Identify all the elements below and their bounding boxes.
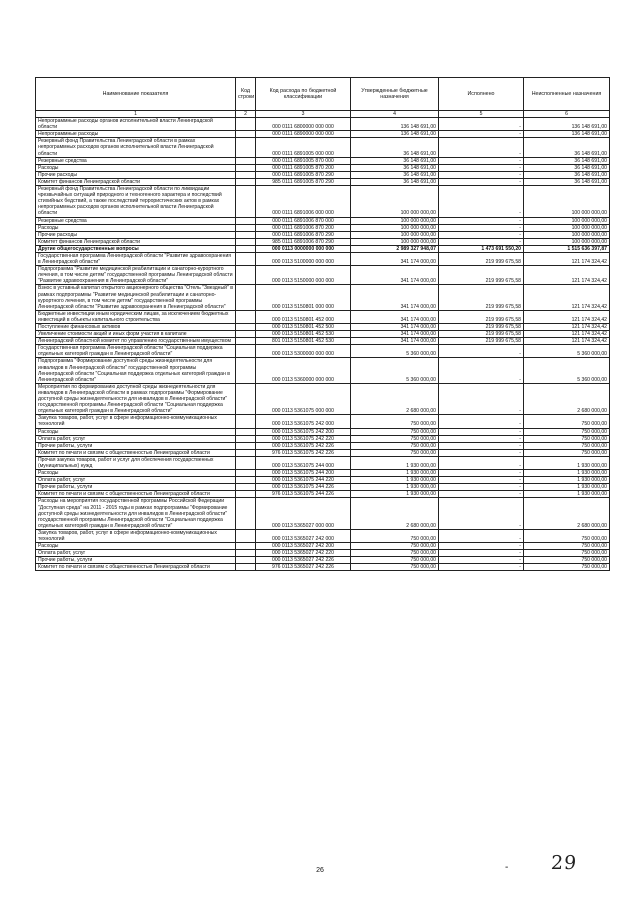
table-row xyxy=(36,324,610,331)
table-row xyxy=(36,477,610,484)
column-number: 4 xyxy=(351,111,439,118)
row-budget-code-cell: 000 0113 5361075 244 220 xyxy=(256,477,351,484)
table-row xyxy=(36,178,610,185)
row-budget-code-cell: 000 0111 6800000 000 000 xyxy=(256,118,351,131)
row-remaining-cell: 2 680 000,00 xyxy=(524,383,610,414)
row-name-cell: Оплата работ, услуг xyxy=(36,550,236,557)
row-name-cell: Непрограммные расходы органов исполнительной власти Ленинградской области xyxy=(36,118,236,131)
row-code-cell xyxy=(236,310,256,323)
header-approved: Утвержденные бюджетные назначения xyxy=(351,78,439,111)
row-code-cell xyxy=(236,470,256,477)
row-budget-code-cell: 000 0113 5361075 000 000 xyxy=(256,383,351,414)
row-executed-cell: - xyxy=(439,231,524,238)
row-remaining-cell: 121 174 324,42 xyxy=(524,324,610,331)
table-row xyxy=(36,456,610,469)
row-remaining-cell: 100 000 000,00 xyxy=(524,231,610,238)
row-budget-code-cell: 000 0113 5365027 000 000 xyxy=(256,498,351,529)
row-executed-cell: - xyxy=(439,529,524,542)
row-name-cell: Государственная программа Ленинградской области "Социальная поддержка отдельных категорий граждан в Ленинградской области" xyxy=(36,345,236,358)
row-executed-cell: - xyxy=(439,171,524,178)
row-name-cell: Расходы на мероприятия государственной программы Российской Федерации "Доступная среда" на 2011 - 2015 годы в рамках подпрограммы "Формирование доступной среды жизнедеятельности для инвалидов в Ленинградской области" государственной программы Ленинградской области "Социальная поддержка отдельных категорий граждан в Ленинградской области" xyxy=(36,498,236,529)
header-indicator-name: Наименование показателя xyxy=(36,78,236,111)
row-budget-code-cell: 000 0113 5150801 452 500 xyxy=(256,324,351,331)
row-executed-cell: - xyxy=(439,428,524,435)
row-budget-code-cell: 000 0113 5100000 000 000 xyxy=(256,252,351,265)
row-executed-cell: - xyxy=(439,217,524,224)
row-budget-code-cell: 000 0111 6891006 870 290 xyxy=(256,231,351,238)
row-executed-cell: - xyxy=(439,178,524,185)
table-row xyxy=(36,529,610,542)
column-number: 6 xyxy=(524,111,610,118)
row-code-cell xyxy=(236,498,256,529)
row-executed-cell: 219 999 675,58 xyxy=(439,331,524,338)
row-budget-code-cell: 976 0113 5361075 244 226 xyxy=(256,491,351,498)
row-code-cell xyxy=(236,171,256,178)
row-code-cell xyxy=(236,118,256,131)
row-executed-cell: - xyxy=(439,456,524,469)
row-code-cell xyxy=(236,178,256,185)
row-approved-cell: 2 989 327 948,07 xyxy=(351,245,439,252)
row-code-cell xyxy=(236,131,256,138)
header-budget-code: Код расхода по бюджетной классификации xyxy=(256,78,351,111)
row-name-cell: Ленинградский областной комитет по управлению государственным имуществом xyxy=(36,338,236,345)
table-row xyxy=(36,310,610,323)
row-budget-code-cell: 976 0113 5361075 242 226 xyxy=(256,449,351,456)
row-approved-cell: 341 174 000,00 xyxy=(351,252,439,265)
row-code-cell xyxy=(236,543,256,550)
row-approved-cell: 136 148 691,00 xyxy=(351,118,439,131)
row-approved-cell: 1 930 000,00 xyxy=(351,456,439,469)
row-executed-cell: - xyxy=(439,543,524,550)
row-approved-cell: 36 148 691,00 xyxy=(351,171,439,178)
table-row xyxy=(36,383,610,414)
row-code-cell xyxy=(236,164,256,171)
row-remaining-cell: 2 680 000,00 xyxy=(524,498,610,529)
row-executed-cell: - xyxy=(439,442,524,449)
row-budget-code-cell: 000 0111 6891006 870 200 xyxy=(256,224,351,231)
row-name-cell: Оплата работ, услуг xyxy=(36,435,236,442)
row-name-cell: Резервные средства xyxy=(36,157,236,164)
row-approved-cell: 341 174 000,00 xyxy=(351,266,439,285)
row-executed-cell: - xyxy=(439,157,524,164)
budget-report-page xyxy=(35,77,609,571)
row-remaining-cell: 5 360 000,00 xyxy=(524,345,610,358)
row-approved-cell: 341 174 000,00 xyxy=(351,324,439,331)
table-row xyxy=(36,564,610,571)
table-row xyxy=(36,428,610,435)
row-budget-code-cell: 985 0111 6891005 870 290 xyxy=(256,178,351,185)
row-remaining-cell: 100 000 000,00 xyxy=(524,186,610,217)
row-name-cell: Расходы xyxy=(36,164,236,171)
table-row xyxy=(36,245,610,252)
table-row xyxy=(36,491,610,498)
row-remaining-cell: 121 174 324,42 xyxy=(524,310,610,323)
row-budget-code-cell: 000 0113 5361075 242 000 xyxy=(256,415,351,428)
table-row xyxy=(36,470,610,477)
row-approved-cell: 5 360 000,00 xyxy=(351,358,439,383)
row-name-cell: Расходы xyxy=(36,543,236,550)
row-code-cell xyxy=(236,383,256,414)
row-name-cell: Прочие работы, услуги xyxy=(36,442,236,449)
row-executed-cell: - xyxy=(439,131,524,138)
row-name-cell: Комитет финансов Ленинградской области xyxy=(36,238,236,245)
row-code-cell xyxy=(236,557,256,564)
row-code-cell xyxy=(236,345,256,358)
table-row xyxy=(36,345,610,358)
table-row xyxy=(36,157,610,164)
table-row xyxy=(36,358,610,383)
row-remaining-cell: 121 174 324,42 xyxy=(524,338,610,345)
table-row xyxy=(36,138,610,157)
row-approved-cell: 136 148 691,00 xyxy=(351,131,439,138)
row-approved-cell: 341 174 000,00 xyxy=(351,285,439,310)
row-code-cell xyxy=(236,449,256,456)
row-executed-cell: - xyxy=(439,164,524,171)
row-code-cell xyxy=(236,217,256,224)
table-row xyxy=(36,550,610,557)
row-remaining-cell: 750 000,00 xyxy=(524,550,610,557)
row-remaining-cell: 5 360 000,00 xyxy=(524,358,610,383)
column-number-row xyxy=(36,111,610,118)
row-remaining-cell: 100 000 000,00 xyxy=(524,238,610,245)
row-remaining-cell: 36 148 691,00 xyxy=(524,171,610,178)
row-name-cell: Оплата работ, услуг xyxy=(36,477,236,484)
row-remaining-cell: 121 174 324,42 xyxy=(524,266,610,285)
row-name-cell: Подпрограмма "Формирование доступной среды жизнедеятельности для инвалидов в Ленинградской области" государственной программы Ленинградской области "Социальная поддержка отдельных категорий граждан в Ленинградской области" xyxy=(36,358,236,383)
row-code-cell xyxy=(236,442,256,449)
row-executed-cell: - xyxy=(439,498,524,529)
row-remaining-cell: 750 000,00 xyxy=(524,415,610,428)
table-row xyxy=(36,252,610,265)
row-code-cell xyxy=(236,484,256,491)
row-remaining-cell: 36 148 691,00 xyxy=(524,157,610,164)
row-approved-cell: 2 680 000,00 xyxy=(351,383,439,414)
row-executed-cell: - xyxy=(439,550,524,557)
row-executed-cell: - xyxy=(439,557,524,564)
row-executed-cell: 219 999 675,58 xyxy=(439,324,524,331)
row-approved-cell: 36 148 691,00 xyxy=(351,157,439,164)
row-budget-code-cell: 000 0113 5150801 452 530 xyxy=(256,331,351,338)
row-name-cell: Резервный фонд Правительства Ленинградской области в рамках непрограммных расходов органов исполнительной власти Ленинградской области xyxy=(36,138,236,157)
row-name-cell: Прочие работы, услуги xyxy=(36,557,236,564)
row-remaining-cell: 1 930 000,00 xyxy=(524,456,610,469)
row-code-cell xyxy=(236,224,256,231)
row-approved-cell: 341 174 000,00 xyxy=(351,338,439,345)
table-row xyxy=(36,442,610,449)
row-executed-cell: - xyxy=(439,449,524,456)
row-approved-cell: 100 000 000,00 xyxy=(351,217,439,224)
row-approved-cell: 750 000,00 xyxy=(351,428,439,435)
row-executed-cell: - xyxy=(439,186,524,217)
row-approved-cell: 2 680 000,00 xyxy=(351,498,439,529)
row-budget-code-cell: 000 0111 6890000 000 000 xyxy=(256,131,351,138)
row-budget-code-cell: 000 0111 6891006 000 000 xyxy=(256,186,351,217)
row-approved-cell: 1 930 000,00 xyxy=(351,470,439,477)
row-code-cell xyxy=(236,157,256,164)
header-row-code: Код строки xyxy=(236,78,256,111)
row-remaining-cell: 750 000,00 xyxy=(524,564,610,571)
row-executed-cell: - xyxy=(439,345,524,358)
row-budget-code-cell: 000 0113 5365027 242 200 xyxy=(256,543,351,550)
row-name-cell: Подпрограмма "Развитие медицинской реабилитации и санаторно-курортного лечения, в том числе детям" государственной программы Ленинградской области "Развитие здравоохранения в Ленинградской области" xyxy=(36,266,236,285)
row-executed-cell: 1 473 691 550,20 xyxy=(439,245,524,252)
row-code-cell xyxy=(236,529,256,542)
table-row xyxy=(36,118,610,131)
row-budget-code-cell: 000 0111 6891005 870 000 xyxy=(256,157,351,164)
row-budget-code-cell: 000 0113 5361075 244 200 xyxy=(256,470,351,477)
row-budget-code-cell: 000 0113 5150000 000 000 xyxy=(256,266,351,285)
row-name-cell: Комитет по печати и связям с общественностью Ленинградской области xyxy=(36,564,236,571)
row-budget-code-cell: 000 0113 5361075 242 226 xyxy=(256,442,351,449)
row-budget-code-cell: 985 0111 6891006 870 290 xyxy=(256,238,351,245)
row-remaining-cell: 1 930 000,00 xyxy=(524,477,610,484)
row-approved-cell: 750 000,00 xyxy=(351,557,439,564)
table-row xyxy=(36,266,610,285)
table-row xyxy=(36,543,610,550)
row-name-cell: Прочие расходы xyxy=(36,231,236,238)
row-budget-code-cell: 000 0111 6891006 870 000 xyxy=(256,217,351,224)
table-row xyxy=(36,557,610,564)
row-budget-code-cell: 000 0113 5365027 242 000 xyxy=(256,529,351,542)
row-remaining-cell: 136 148 691,00 xyxy=(524,118,610,131)
row-code-cell xyxy=(236,138,256,157)
table-row xyxy=(36,171,610,178)
table-row xyxy=(36,435,610,442)
row-budget-code-cell: 000 0113 5361075 244 000 xyxy=(256,456,351,469)
row-remaining-cell: 750 000,00 xyxy=(524,428,610,435)
row-budget-code-cell: 000 0113 5300000 000 000 xyxy=(256,345,351,358)
row-remaining-cell: 121 174 324,42 xyxy=(524,252,610,265)
row-executed-cell: - xyxy=(439,358,524,383)
row-name-cell: Поступление финансовых активов xyxy=(36,324,236,331)
row-approved-cell: 100 000 000,00 xyxy=(351,231,439,238)
row-approved-cell: 36 148 691,00 xyxy=(351,164,439,171)
row-remaining-cell: 750 000,00 xyxy=(524,449,610,456)
table-row xyxy=(36,131,610,138)
row-executed-cell: - xyxy=(439,491,524,498)
row-approved-cell: 750 000,00 xyxy=(351,550,439,557)
row-name-cell: Бюджетные инвестиции иным юридическим лицам, за исключением бюджетных инвестиций в объекты капитального строительства xyxy=(36,310,236,323)
row-executed-cell: - xyxy=(439,470,524,477)
row-budget-code-cell: 000 0111 6891005 870 200 xyxy=(256,164,351,171)
row-remaining-cell: 136 148 691,00 xyxy=(524,131,610,138)
table-row xyxy=(36,231,610,238)
row-executed-cell: 219 999 675,58 xyxy=(439,266,524,285)
row-executed-cell: - xyxy=(439,138,524,157)
row-budget-code-cell: 000 0113 5150801 000 000 xyxy=(256,285,351,310)
table-row xyxy=(36,285,610,310)
row-remaining-cell: 1 515 636 397,87 xyxy=(524,245,610,252)
row-budget-code-cell: 000 0113 5360000 000 000 xyxy=(256,358,351,383)
row-remaining-cell: 750 000,00 xyxy=(524,435,610,442)
row-executed-cell: - xyxy=(439,484,524,491)
row-name-cell: Комитет финансов Ленинградской области xyxy=(36,178,236,185)
row-name-cell: Прочие расходы xyxy=(36,171,236,178)
budget-execution-table xyxy=(35,77,610,571)
row-code-cell xyxy=(236,324,256,331)
row-approved-cell: 36 148 691,00 xyxy=(351,178,439,185)
handwritten-page-number: 29 xyxy=(550,852,578,874)
column-number: 5 xyxy=(439,111,524,118)
row-budget-code-cell: 000 0113 0000000 000 000 xyxy=(256,245,351,252)
row-budget-code-cell: 000 0113 5361075 242 220 xyxy=(256,435,351,442)
row-remaining-cell: 1 930 000,00 xyxy=(524,484,610,491)
row-executed-cell: - xyxy=(439,415,524,428)
footer-dash: - xyxy=(505,862,509,873)
row-remaining-cell: 750 000,00 xyxy=(524,543,610,550)
table-row xyxy=(36,217,610,224)
row-executed-cell: 219 999 675,58 xyxy=(439,310,524,323)
row-executed-cell: - xyxy=(439,238,524,245)
row-budget-code-cell: 801 0113 5150801 452 530 xyxy=(256,338,351,345)
row-code-cell xyxy=(236,231,256,238)
table-row xyxy=(36,331,610,338)
row-remaining-cell: 750 000,00 xyxy=(524,557,610,564)
row-budget-code-cell: 976 0113 5365027 242 226 xyxy=(256,564,351,571)
row-budget-code-cell: 000 0113 5150801 452 000 xyxy=(256,310,351,323)
row-budget-code-cell: 000 0113 5361075 244 226 xyxy=(256,484,351,491)
row-remaining-cell: 100 000 000,00 xyxy=(524,217,610,224)
table-row xyxy=(36,238,610,245)
row-code-cell xyxy=(236,285,256,310)
header-executed: Исполнено xyxy=(439,78,524,111)
row-code-cell xyxy=(236,564,256,571)
row-budget-code-cell: 000 0113 5365027 242 226 xyxy=(256,557,351,564)
row-remaining-cell: 121 174 324,42 xyxy=(524,331,610,338)
row-name-cell: Государственная программа Ленинградской области "Развитие здравоохранения в Ленинградской области" xyxy=(36,252,236,265)
table-row xyxy=(36,338,610,345)
row-approved-cell: 1 930 000,00 xyxy=(351,491,439,498)
page-number: 26 xyxy=(316,867,324,874)
table-row xyxy=(36,224,610,231)
row-budget-code-cell: 000 0113 5365027 242 220 xyxy=(256,550,351,557)
row-executed-cell: - xyxy=(439,435,524,442)
row-remaining-cell: 121 174 324,42 xyxy=(524,285,610,310)
row-code-cell xyxy=(236,477,256,484)
row-code-cell xyxy=(236,415,256,428)
row-approved-cell: 1 930 000,00 xyxy=(351,477,439,484)
row-approved-cell: 750 000,00 xyxy=(351,435,439,442)
row-approved-cell: 100 000 000,00 xyxy=(351,224,439,231)
row-approved-cell: 341 174 000,00 xyxy=(351,331,439,338)
row-name-cell: Другие общегосударственные вопросы xyxy=(36,245,236,252)
row-remaining-cell: 100 000 000,00 xyxy=(524,224,610,231)
row-approved-cell: 750 000,00 xyxy=(351,442,439,449)
row-remaining-cell: 1 930 000,00 xyxy=(524,470,610,477)
row-approved-cell: 100 000 000,00 xyxy=(351,238,439,245)
header-remaining: Неисполненные назначения xyxy=(524,78,610,111)
row-remaining-cell: 750 000,00 xyxy=(524,529,610,542)
row-code-cell xyxy=(236,238,256,245)
row-budget-code-cell: 000 0113 5361075 242 200 xyxy=(256,428,351,435)
table-row xyxy=(36,484,610,491)
row-approved-cell: 750 000,00 xyxy=(351,415,439,428)
row-code-cell xyxy=(236,338,256,345)
column-number: 1 xyxy=(36,111,236,118)
table-row xyxy=(36,164,610,171)
table-row xyxy=(36,498,610,529)
table-body xyxy=(36,118,610,571)
row-name-cell: Комитет по печати и связям с общественностью Ленинградской области xyxy=(36,491,236,498)
row-name-cell: Расходы xyxy=(36,224,236,231)
row-name-cell: Резервный фонд Правительства Ленинградской области по ликвидации чрезвычайных ситуаций природного и техногенного характера и последствий стихийных бедствий, а также последствий террористических актов в рамках непрограммных расходов органов исполнительной власти Ленинградской области xyxy=(36,186,236,217)
row-executed-cell: 219 999 675,58 xyxy=(439,252,524,265)
row-executed-cell: - xyxy=(439,118,524,131)
row-executed-cell: - xyxy=(439,224,524,231)
row-code-cell xyxy=(236,456,256,469)
row-budget-code-cell: 000 0111 6891005 870 290 xyxy=(256,171,351,178)
row-approved-cell: 750 000,00 xyxy=(351,449,439,456)
row-approved-cell: 750 000,00 xyxy=(351,529,439,542)
row-name-cell: Увеличение стоимости акций и иных форм участия в капитале xyxy=(36,331,236,338)
row-remaining-cell: 36 148 691,00 xyxy=(524,178,610,185)
row-remaining-cell: 750 000,00 xyxy=(524,442,610,449)
row-name-cell: Мероприятия по формированию доступной среды жизнедеятельности для инвалидов в Ленинградской области в рамках подпрограммы "Формирование доступной среды жизнедеятельности для инвалидов в Ленинградской области" государственной программы Ленинградской области "Социальная поддержка отдельных категорий граждан в Ленинградской области" xyxy=(36,383,236,414)
row-approved-cell: 100 000 000,00 xyxy=(351,186,439,217)
row-executed-cell: - xyxy=(439,564,524,571)
row-name-cell: Резервные средства xyxy=(36,217,236,224)
row-approved-cell: 1 930 000,00 xyxy=(351,484,439,491)
row-code-cell xyxy=(236,266,256,285)
table-row xyxy=(36,186,610,217)
row-name-cell: Прочая закупка товаров, работ и услуг для обеспечения государственных (муниципальных) нужд xyxy=(36,456,236,469)
row-name-cell: Расходы xyxy=(36,428,236,435)
row-executed-cell: - xyxy=(439,383,524,414)
row-code-cell xyxy=(236,550,256,557)
row-executed-cell: 219 999 675,58 xyxy=(439,338,524,345)
row-name-cell: Взнос в уставный капитал открытого акционерного общества "Отель "Звездный" в рамках подпрограммы "Развитие медицинской реабилитации и санаторно-курортного лечения, в том числе детям" государственной программы Ленинградской области "Развитие здравоохранения в Ленинградской области" xyxy=(36,285,236,310)
row-name-cell: Комитет по печати и связям с общественностью Ленинградской области xyxy=(36,449,236,456)
row-remaining-cell: 1 930 000,00 xyxy=(524,491,610,498)
row-remaining-cell: 36 148 691,00 xyxy=(524,164,610,171)
row-approved-cell: 5 360 000,00 xyxy=(351,345,439,358)
row-code-cell xyxy=(236,252,256,265)
row-name-cell: Непрограммные расходы xyxy=(36,131,236,138)
row-code-cell xyxy=(236,186,256,217)
row-name-cell: Расходы xyxy=(36,470,236,477)
row-approved-cell: 750 000,00 xyxy=(351,564,439,571)
row-code-cell xyxy=(236,358,256,383)
column-number: 3 xyxy=(256,111,351,118)
row-name-cell: Закупка товаров, работ, услуг в сфере информационно-коммуникационных технологий xyxy=(36,415,236,428)
row-approved-cell: 341 174 000,00 xyxy=(351,310,439,323)
table-row xyxy=(36,449,610,456)
row-executed-cell: 219 999 675,58 xyxy=(439,285,524,310)
row-approved-cell: 36 148 691,00 xyxy=(351,138,439,157)
row-code-cell xyxy=(236,435,256,442)
row-budget-code-cell: 000 0111 6891005 000 000 xyxy=(256,138,351,157)
row-executed-cell: - xyxy=(439,477,524,484)
row-approved-cell: 750 000,00 xyxy=(351,543,439,550)
table-header-row xyxy=(36,78,610,111)
column-number: 2 xyxy=(236,111,256,118)
row-remaining-cell: 36 148 691,00 xyxy=(524,138,610,157)
row-name-cell: Прочие работы, услуги xyxy=(36,484,236,491)
row-name-cell: Закупка товаров, работ, услуг в сфере информационно-коммуникационных технологий xyxy=(36,529,236,542)
table-row xyxy=(36,415,610,428)
row-code-cell xyxy=(236,245,256,252)
row-code-cell xyxy=(236,428,256,435)
row-code-cell xyxy=(236,331,256,338)
row-code-cell xyxy=(236,491,256,498)
